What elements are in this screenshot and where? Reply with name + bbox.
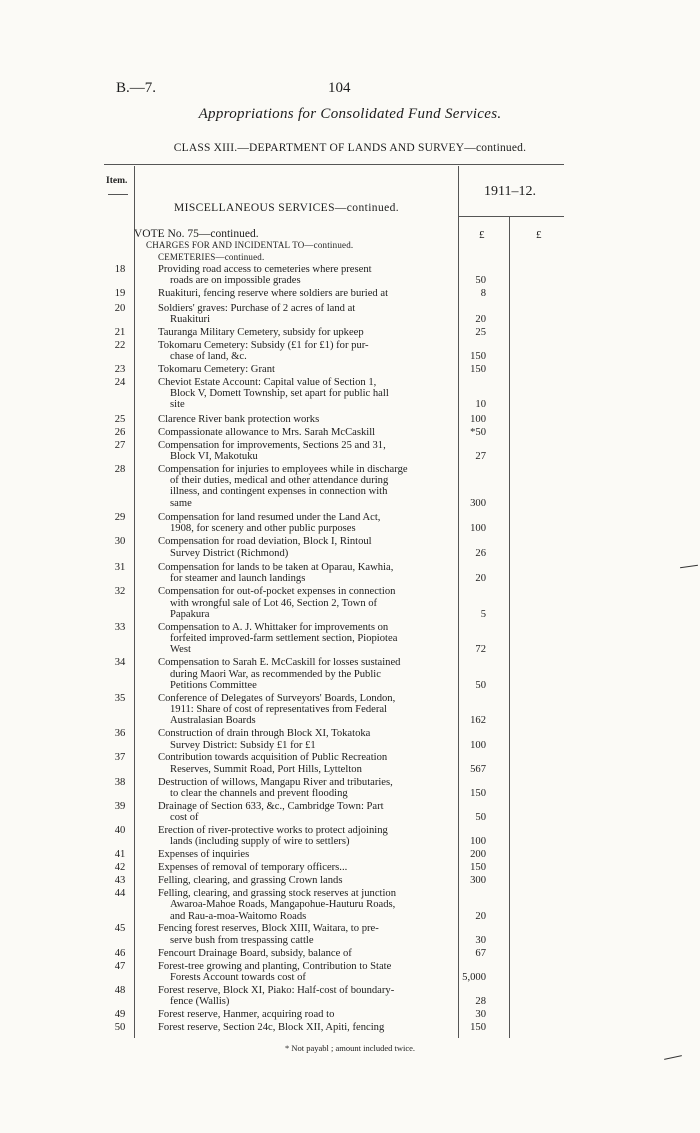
entry-amount: 8 — [480, 288, 486, 300]
entry-amount: 300 — [470, 497, 486, 509]
entry-description: and Rau-a-moa-Waitomo Roads — [170, 910, 307, 922]
entry-description: to clear the channels and prevent flooding — [170, 787, 348, 799]
item-number: 35 — [114, 692, 126, 704]
entry-description: roads are on impossible grades — [170, 275, 301, 287]
entry-description: Construction of drain through Block XI, Tokatoka — [158, 728, 371, 740]
footnote: * Not payabl ; amount included twice. — [284, 1043, 416, 1053]
currency-symbol: £ — [536, 229, 542, 241]
entry-description: Forest reserve, Block XI, Piako: Half-cost of boundary- — [158, 984, 395, 996]
entry-description: of their duties, medical and other attendance during — [170, 475, 389, 487]
item-number: 37 — [114, 752, 126, 764]
entry-description: Expenses of inquiries — [158, 849, 250, 861]
item-number: 27 — [114, 439, 126, 451]
item-number: 43 — [114, 875, 126, 886]
entry-description: Forest reserve, Section 24c, Block XII, Apiti, fencing — [158, 1021, 385, 1033]
item-number: 45 — [114, 923, 126, 935]
entry-amount: 150 — [470, 1021, 486, 1033]
section-heading: MISCELLANEOUS SERVICES—continued. — [174, 202, 400, 214]
entry-amount: 100 — [470, 739, 486, 751]
item-number: 50 — [114, 1021, 126, 1033]
item-number: 21 — [114, 326, 126, 338]
entry-description: 1911: Share of cost of representatives from Federal — [170, 704, 388, 715]
entry-amount: 5,000 — [462, 971, 486, 983]
item-number: 31 — [114, 562, 126, 573]
item-number: 38 — [114, 776, 126, 788]
entry-amount: 50 — [475, 275, 486, 287]
entry-description: Ruakituri, fencing reserve where soldiers are buried at — [158, 288, 389, 300]
entry-description: Survey District: Subsidy £1 for £1 — [170, 739, 316, 751]
entry-description: Compassionate allowance to Mrs. Sarah McCaskill — [158, 426, 376, 438]
item-number: 30 — [114, 536, 126, 548]
entry-description: Erection of river-protective works to protect adjoining — [158, 825, 388, 836]
item-number: 26 — [114, 426, 126, 438]
entry-amount: 20 — [475, 573, 486, 585]
entry-amount: 162 — [470, 715, 486, 727]
entry-amount: 26 — [475, 547, 486, 559]
item-number: 28 — [114, 463, 126, 475]
item-number: 42 — [114, 862, 126, 874]
entry-amount: 27 — [475, 450, 486, 462]
entry-description: Compensation for injuries to employees while in discharge — [158, 463, 408, 475]
entry-amount: 150 — [470, 363, 486, 375]
entry-description: lands (including supply of wire to settlers) — [170, 836, 350, 848]
page-title: Appropriations for Consolidated Fund Services. — [198, 106, 502, 122]
item-header-underline — [108, 194, 128, 195]
entry-description: site — [170, 399, 185, 411]
entry-description: Forests Account towards cost of — [170, 971, 306, 983]
entry-description: Papakura — [170, 608, 210, 620]
item-number: 44 — [114, 887, 126, 899]
item-number: 40 — [114, 825, 126, 836]
entry-amount: 150 — [470, 351, 486, 362]
item-number: 19 — [114, 288, 126, 300]
item-number: 18 — [114, 264, 126, 275]
entry-description: Clarence River bank protection works — [158, 413, 320, 425]
entry-amount: 567 — [470, 763, 486, 775]
entry-description: Compensation for out-of-pocket expenses in connection — [158, 586, 396, 598]
entry-description: Forest-tree growing and planting, Contribution to State — [158, 960, 392, 972]
entry-description: Australasian Boards — [170, 715, 256, 727]
item-number: 48 — [114, 984, 126, 996]
year-rule — [458, 216, 564, 217]
item-number: 20 — [114, 302, 126, 314]
entry-amount: 200 — [470, 849, 486, 861]
page-number: 104 — [328, 80, 351, 96]
entry-amount: 100 — [470, 413, 486, 425]
entry-description: Compensation to Sarah E. McCaskill for losses sustained — [158, 657, 401, 669]
entry-amount: 300 — [470, 875, 486, 886]
class-heading: CLASS XIII.—DEPARTMENT OF LANDS AND SURVEY—continued. — [173, 142, 527, 154]
item-number: 32 — [114, 586, 126, 598]
top-rule — [104, 164, 564, 165]
year-header: 1911–12. — [484, 184, 536, 199]
entry-description: 1908, for scenery and other public purposes — [170, 523, 356, 535]
entry-description: Cheviot Estate Account: Capital value of Section 1, — [158, 376, 377, 388]
item-number: 23 — [114, 363, 126, 375]
entry-description: Ruakituri — [170, 313, 211, 325]
entry-description: for steamer and launch landings — [170, 573, 306, 585]
item-number: 49 — [114, 1008, 126, 1020]
entry-description: with wrongful sale of Lot 46, Section 2, Town of — [170, 597, 378, 609]
entry-description: illness, and contingent expenses in connection with — [170, 486, 388, 498]
item-number: 41 — [114, 849, 126, 861]
entry-description: Felling, clearing, and grassing stock reserves at junction — [158, 887, 397, 899]
entry-description: Expenses of removal of temporary officers... — [158, 862, 348, 874]
entry-amount: 150 — [470, 787, 486, 799]
entry-description: Felling, clearing, and grassing Crown lands — [158, 875, 343, 886]
entry-description: Survey District (Richmond) — [170, 547, 289, 559]
entry-amount: 25 — [475, 326, 486, 338]
entry-description: West — [170, 644, 191, 656]
item-number: 36 — [114, 728, 126, 740]
entry-description: Petitions Committee — [170, 679, 257, 691]
item-number: 46 — [114, 947, 126, 959]
margin-mark — [664, 1055, 682, 1060]
entry-description: Drainage of Section 633, &c., Cambridge Town: Part — [158, 800, 384, 812]
entry-amount: 50 — [475, 812, 486, 824]
item-number: 34 — [114, 657, 126, 669]
entry-amount: 30 — [475, 1008, 486, 1020]
item-number: 24 — [114, 376, 126, 388]
currency-symbol: £ — [479, 229, 485, 241]
entry-description: Providing road access to cemeteries where present — [158, 264, 372, 275]
entry-description: Forest reserve, Hanmer, acquiring road to — [158, 1008, 335, 1020]
entry-description: Destruction of willows, Mangapu River and tributaries, — [158, 776, 393, 788]
entry-description: chase of land, &c. — [170, 351, 247, 362]
entry-amount: 20 — [475, 313, 486, 325]
item-column-rule — [134, 166, 135, 1038]
entry-amount: *50 — [470, 426, 486, 438]
entry-description: Fencourt Drainage Board, subsidy, balance of — [158, 947, 352, 959]
entry-amount: 100 — [470, 523, 486, 535]
entry-description: serve bush from trespassing cattle — [170, 934, 314, 946]
amount-column-rule-mid — [509, 216, 510, 1038]
entry-amount: 5 — [480, 608, 486, 620]
entry-description: Soldiers' graves: Purchase of 2 acres of land at — [158, 302, 356, 314]
entry-description: Block VI, Makotuku — [170, 450, 258, 462]
entry-description: Block V, Domett Township, set apart for public hall — [170, 388, 389, 400]
margin-mark — [680, 565, 698, 568]
entry-description: during Maori War, as recommended by the Public — [170, 668, 381, 680]
document-code: B.—7. — [116, 80, 157, 96]
entry-description: Compensation to A. J. Whittaker for improvements on — [158, 621, 389, 633]
entry-description: Contribution towards acquisition of Public Recreation — [158, 752, 388, 764]
entry-description: Conference of Delegates of Surveyors' Boards, London, — [158, 692, 396, 704]
entry-amount: 28 — [475, 996, 486, 1007]
item-column-header: Item. — [106, 176, 128, 186]
entry-description: Compensation for lands to be taken at Oparau, Kawhia, — [158, 562, 394, 573]
entry-amount: 30 — [475, 934, 486, 946]
item-number: 47 — [114, 960, 126, 972]
item-number: 22 — [114, 339, 126, 351]
charges-heading: CHARGES FOR AND INCIDENTAL TO—continued. — [146, 240, 354, 250]
entry-amount: 20 — [475, 910, 486, 922]
entry-description: Tokomaru Cemetery: Grant — [158, 363, 275, 375]
entry-description: Compensation for improvements, Sections 25 and 31, — [158, 439, 386, 451]
entry-amount: 50 — [475, 679, 486, 691]
item-number: 25 — [114, 413, 126, 425]
entry-amount: 10 — [475, 399, 486, 411]
entry-description: Fencing forest reserves, Block XIII, Waitara, to pre- — [158, 923, 379, 935]
entry-amount: 67 — [475, 947, 486, 959]
entry-description: Compensation for land resumed under the Land Act, — [158, 512, 381, 524]
item-number: 33 — [114, 621, 126, 633]
entry-description: cost of — [170, 812, 199, 824]
entry-description: Reserves, Summit Road, Port Hills, Lyttelton — [170, 763, 362, 775]
vote-heading: VOTE No. 75—continued. — [134, 228, 259, 240]
entry-amount: 72 — [475, 644, 486, 656]
entry-amount: 150 — [470, 862, 486, 874]
entry-amount: 100 — [470, 836, 486, 848]
item-number: 29 — [114, 512, 126, 524]
entry-description: Awaroa-Mahoe Roads, Mangapohue-Hauturu Roads, — [170, 899, 396, 911]
entry-description: Compensation for road deviation, Block I, Rintoul — [158, 536, 372, 548]
entry-description: fence (Wallis) — [170, 996, 230, 1007]
entry-description: Tauranga Military Cemetery, subsidy for upkeep — [158, 326, 364, 338]
item-number: 39 — [114, 800, 126, 812]
entry-description: forfeited improved-farm settlement section, Piopiotea — [170, 633, 398, 644]
cemeteries-heading: CEMETERIES—continued. — [158, 252, 265, 262]
entry-description: same — [170, 497, 192, 509]
entry-description: Tokomaru Cemetery: Subsidy (£1 for £1) for pur- — [158, 339, 369, 351]
